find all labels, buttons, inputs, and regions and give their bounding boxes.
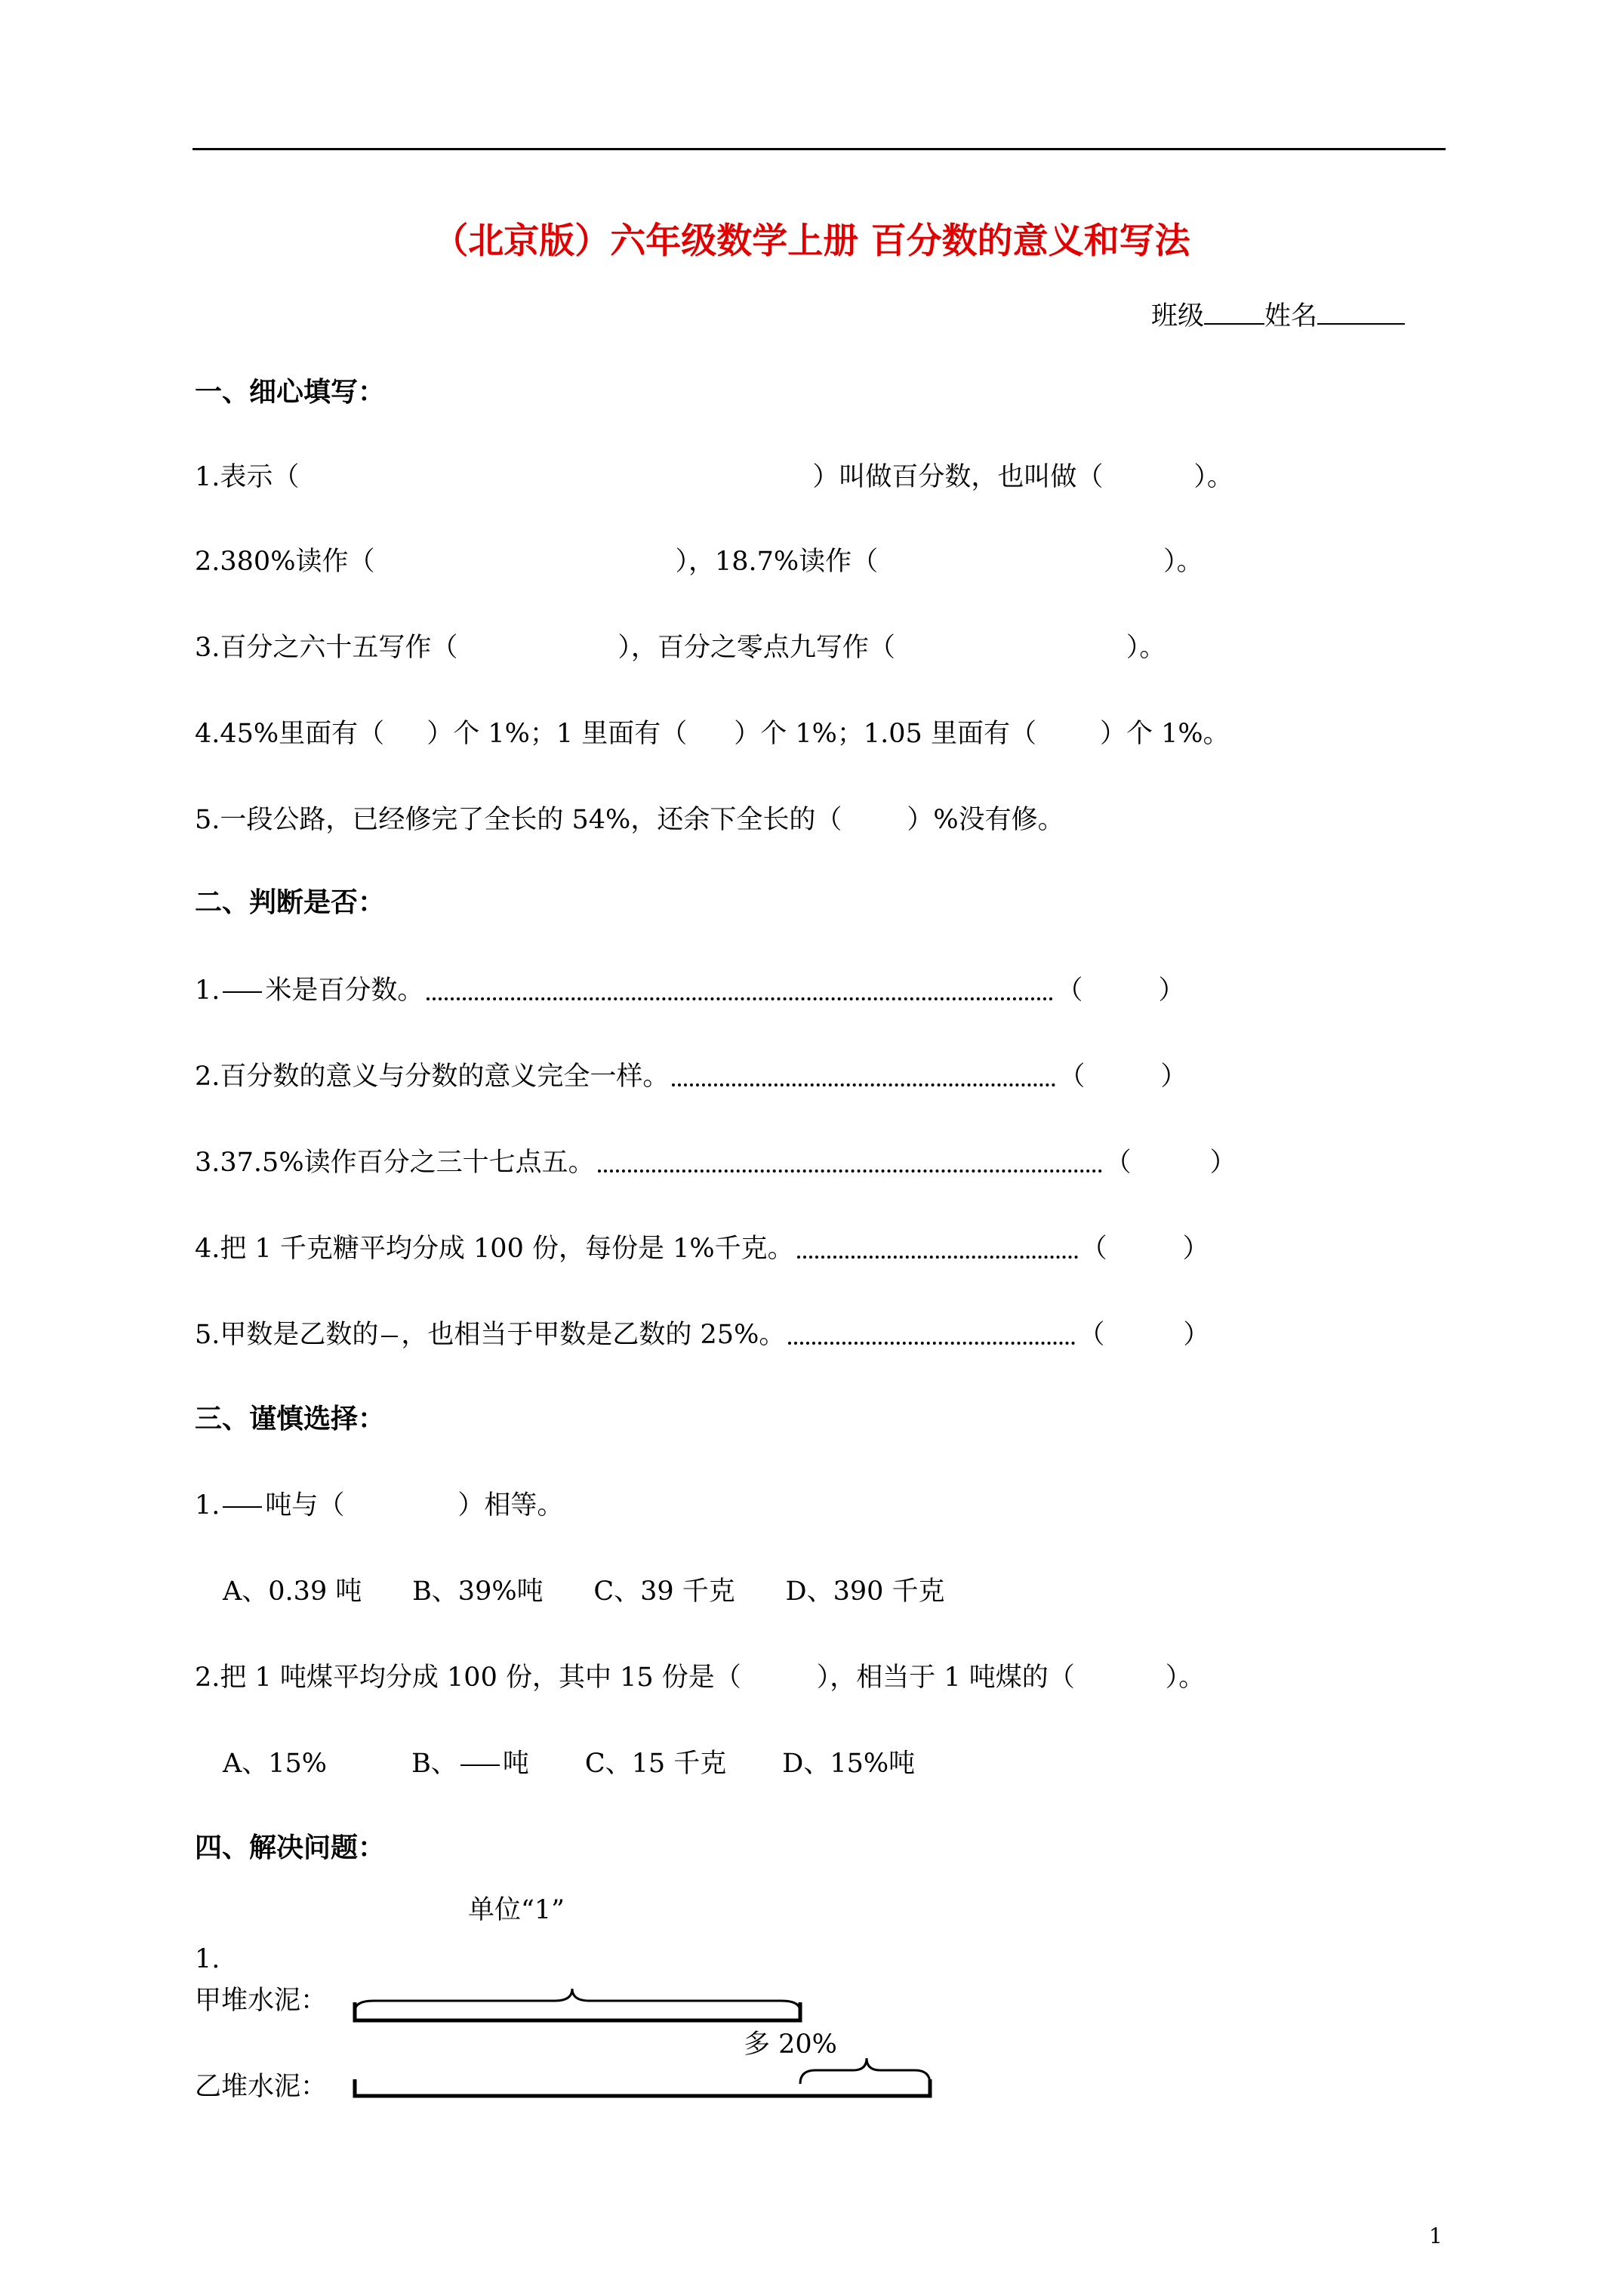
judge-question-2: 2.百分数的意义与分数的意义完全一样。 （ ）: [195, 1062, 1187, 1092]
judge-question-5: 5.甲数是乙数的 ，也相当于甲数是乙数的 25%。 （ ）: [195, 1320, 1210, 1350]
section-2-heading: 二、判断是否：: [195, 887, 386, 918]
problem-1-number: 1.: [195, 1944, 220, 1974]
pile-b-bar: [355, 2079, 930, 2096]
section-4-heading: 四、解决问题：: [195, 1832, 386, 1863]
pile-a-label: 甲堆水泥：: [195, 1986, 328, 2016]
option-a[interactable]: A、15%: [223, 1749, 328, 1779]
option-d[interactable]: D、15%吨: [782, 1749, 916, 1779]
class-label: 班级: [1151, 301, 1205, 331]
judge-question-3: 3.37.5%读作百分之三十七点五。 （ ）: [195, 1148, 1236, 1178]
fill-question-2: 2.380%读作（ ），18.7%读作（ ）。: [195, 547, 1203, 577]
fill-question-1: 1.表示（ ）叫做百分数，也叫做（ ）。: [195, 462, 1233, 492]
option-b[interactable]: B、 吨: [411, 1749, 529, 1779]
judge-question-4: 4.把 1 千克糖平均分成 100 份，每份是 1%千克。 （ ）: [195, 1234, 1209, 1264]
section-1-heading: 一、细心填写：: [195, 377, 386, 408]
fill-question-5: 5.一段公路，已经修完了全长的 54%，还余下全长的（ ）%没有修。: [195, 805, 1064, 835]
fill-question-4: 4.45%里面有（ ）个 1%；1 里面有（ ）个 1%；1.05 里面有（ ）个 1%。: [195, 719, 1230, 749]
more-20-label: 多 20%: [744, 2029, 837, 2060]
section-3-heading: 三、谨慎选择：: [195, 1404, 386, 1435]
page-title: （北京版）六年级数学上册 百分数的意义和写法: [433, 220, 1190, 262]
choice-1-options: A、0.39 吨 B、39%吨 C、39 千克 D、390 千克: [223, 1576, 945, 1607]
page-number: 1: [1429, 2224, 1443, 2248]
unit-one-label: 单位“1”: [468, 1895, 565, 1925]
pile-b-label: 乙堆水泥：: [195, 2072, 328, 2102]
choice-question-2: 2.把 1 吨煤平均分成 100 份，其中 15 份是（ ），相当于 1 吨煤的（ ）。: [195, 1663, 1206, 1693]
unit-brace: [355, 1989, 800, 2011]
choice-question-1: 1. 吨与（ ）相等。: [195, 1490, 564, 1521]
fill-question-3: 3.百分之六十五写作（ ），百分之零点九写作（ ）。: [195, 633, 1166, 663]
name-label: 姓名: [1264, 301, 1318, 331]
extra-brace: [800, 2058, 930, 2084]
judge-question-1: 1. 米是百分数。 （ ）: [195, 975, 1185, 1006]
pile-a-bar: [355, 2002, 800, 2020]
option-c[interactable]: C、15 千克: [584, 1749, 727, 1779]
